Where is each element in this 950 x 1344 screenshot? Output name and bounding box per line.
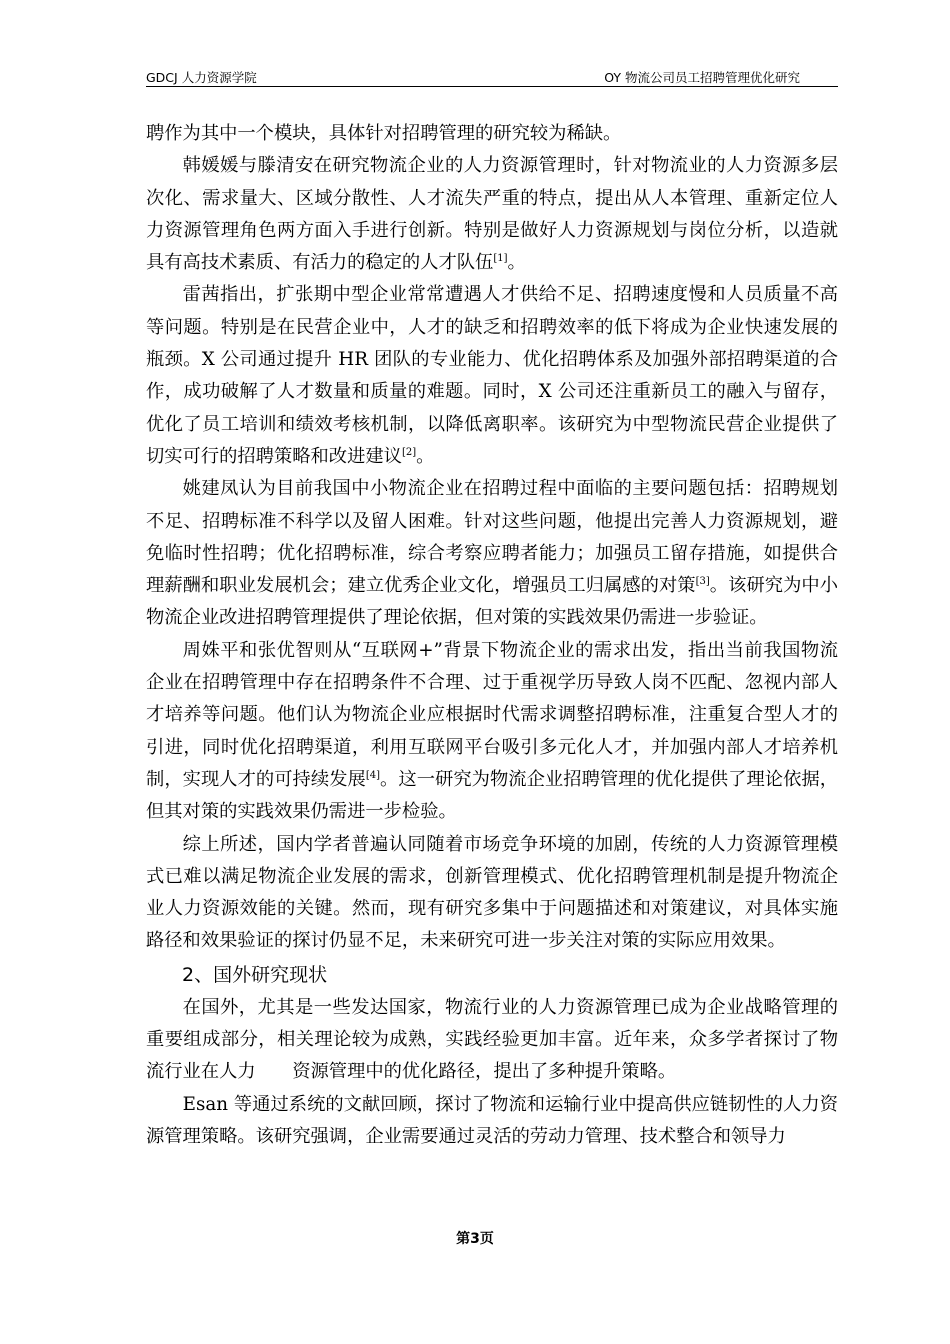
paragraph-text: 雷茜指出，扩张期中型企业常常遭遇人才供给不足、招聘速度慢和人员质量不高等问题。特别是在民营企业中，人才的缺乏和招聘效率的低下将成为企业快速发展的瓶颈。X 公司通过提升 HR 团队的专业能力、优化招聘体系及加强外部招聘渠道的合作，成功破解了人才数量和质量的难题。同时，X 公司还注重新员工的融入与留存，优化了员工培训和绩效考核机制，以降低离职率。该研究为中型物流民营企业提供了切实可行的招聘策略和改进建议 <box>146 284 838 467</box>
paragraph-text-end: 。 <box>416 445 435 467</box>
paragraph-continued <box>146 118 838 150</box>
page-number: 第3页 <box>456 1231 494 1247</box>
header-left-text: GDCJ 人力资源学院 <box>146 70 257 85</box>
paragraph-text: 综上所述，国内学者普遍认同随着市场竞争环境的加剧，传统的人力资源管理模式已难以满足物流企业发展的需求，创新管理模式、优化招聘管理机制是提升物流企业人力资源效能的关键。然而，现有研究多集中于问题描述和对策建议，对具体实施路径和效果验证的探讨仍显不足，未来研究可进一步关注对策的实际应用效果。 <box>146 833 838 952</box>
paragraph-summary <box>146 829 838 958</box>
paragraph-text: 韩媛媛与滕清安在研究物流企业的人力资源管理时，针对物流业的人力资源多层次化、需求量大、区域分散性、人才流失严重的特点，提出从人本管理、重新定位人力资源管理角色两方面入手进行创新。特别是做好人力资源规划与岗位分析，以造就具有高技术素质、有活力的稳定的人才队伍 <box>146 155 838 274</box>
citation-2: [2] <box>401 446 417 458</box>
page-header <box>146 64 838 87</box>
paragraph-text-end: 。这一研究为物流企业招聘管理的优化提供了理论依据，但其对策的实践效果仍需进一步检验。 <box>146 768 839 823</box>
paragraph-text: 聘作为其中一个模块，具体针对招聘管理的研究较为稀缺。 <box>146 123 622 144</box>
paragraph-text-end: 。 <box>507 252 526 274</box>
paragraph-foreign-intro <box>146 992 838 1089</box>
document-body <box>146 118 838 1153</box>
paragraph-text-end: 。该研究为中小物流企业改进招聘管理提供了理论依据，但对策的实践效果仍需进一步验证。 <box>146 575 839 629</box>
paragraph-han <box>146 150 838 279</box>
paragraph-text: 姚建凤认为目前我国中小物流企业在招聘过程中面临的主要问题包括：招聘规划不足、招聘标准不科学以及留人困难。针对这些问题，他提出完善人力资源规划，避免临时性招聘；优化招聘标准，综合考察应聘者能力；加强员工留存措施，如提供合理薪酬和职业发展机会；建立优秀企业文化，增强员工归属感的对策 <box>146 478 838 597</box>
citation-3: [3] <box>695 576 710 588</box>
paragraph-lei <box>146 279 838 473</box>
citation-1: [1] <box>493 253 508 265</box>
section-heading: 2、国外研究现状 <box>182 963 328 986</box>
paragraph-yao <box>146 473 838 634</box>
header-right-text: OY 物流公司员工招聘管理优化研究 <box>604 70 800 85</box>
paragraph-esan <box>146 1089 838 1154</box>
paragraph-text: 周姝平和张优智则从“互联网+”背景下物流企业的需求出发，指出当前我国物流企业在招聘管理中存在招聘条件不合理、过于重视学历导致人岗不匹配、忽视内部人才培养等问题。他们认为物流企业应根据时代需求调整招聘标准，注重复合型人才的引进，同时优化招聘渠道，利用互联网平台吸引多元化人才，并加强内部人才培养机制，实现人才的可持续发展 <box>146 639 838 790</box>
paragraph-text: 在国外，尤其是一些发达国家，物流行业的人力资源管理已成为企业战略管理的重要组成部分，相关理论较为成熟，实践经验更加丰富。近年来，众多学者探讨了物流行业在人力 资源管理中的优化路径，提出了多种提升策略。 <box>146 996 838 1083</box>
paragraph-zhou <box>146 635 838 829</box>
citation-4: [4] <box>365 769 381 781</box>
paragraph-text: Esan 等通过系统的文献回顾，探讨了物流和运输行业中提高供应链韧性的人力资源管理策略。该研究强调，企业需要通过灵活的劳动力管理、技术整合和领导力 <box>146 1093 838 1147</box>
